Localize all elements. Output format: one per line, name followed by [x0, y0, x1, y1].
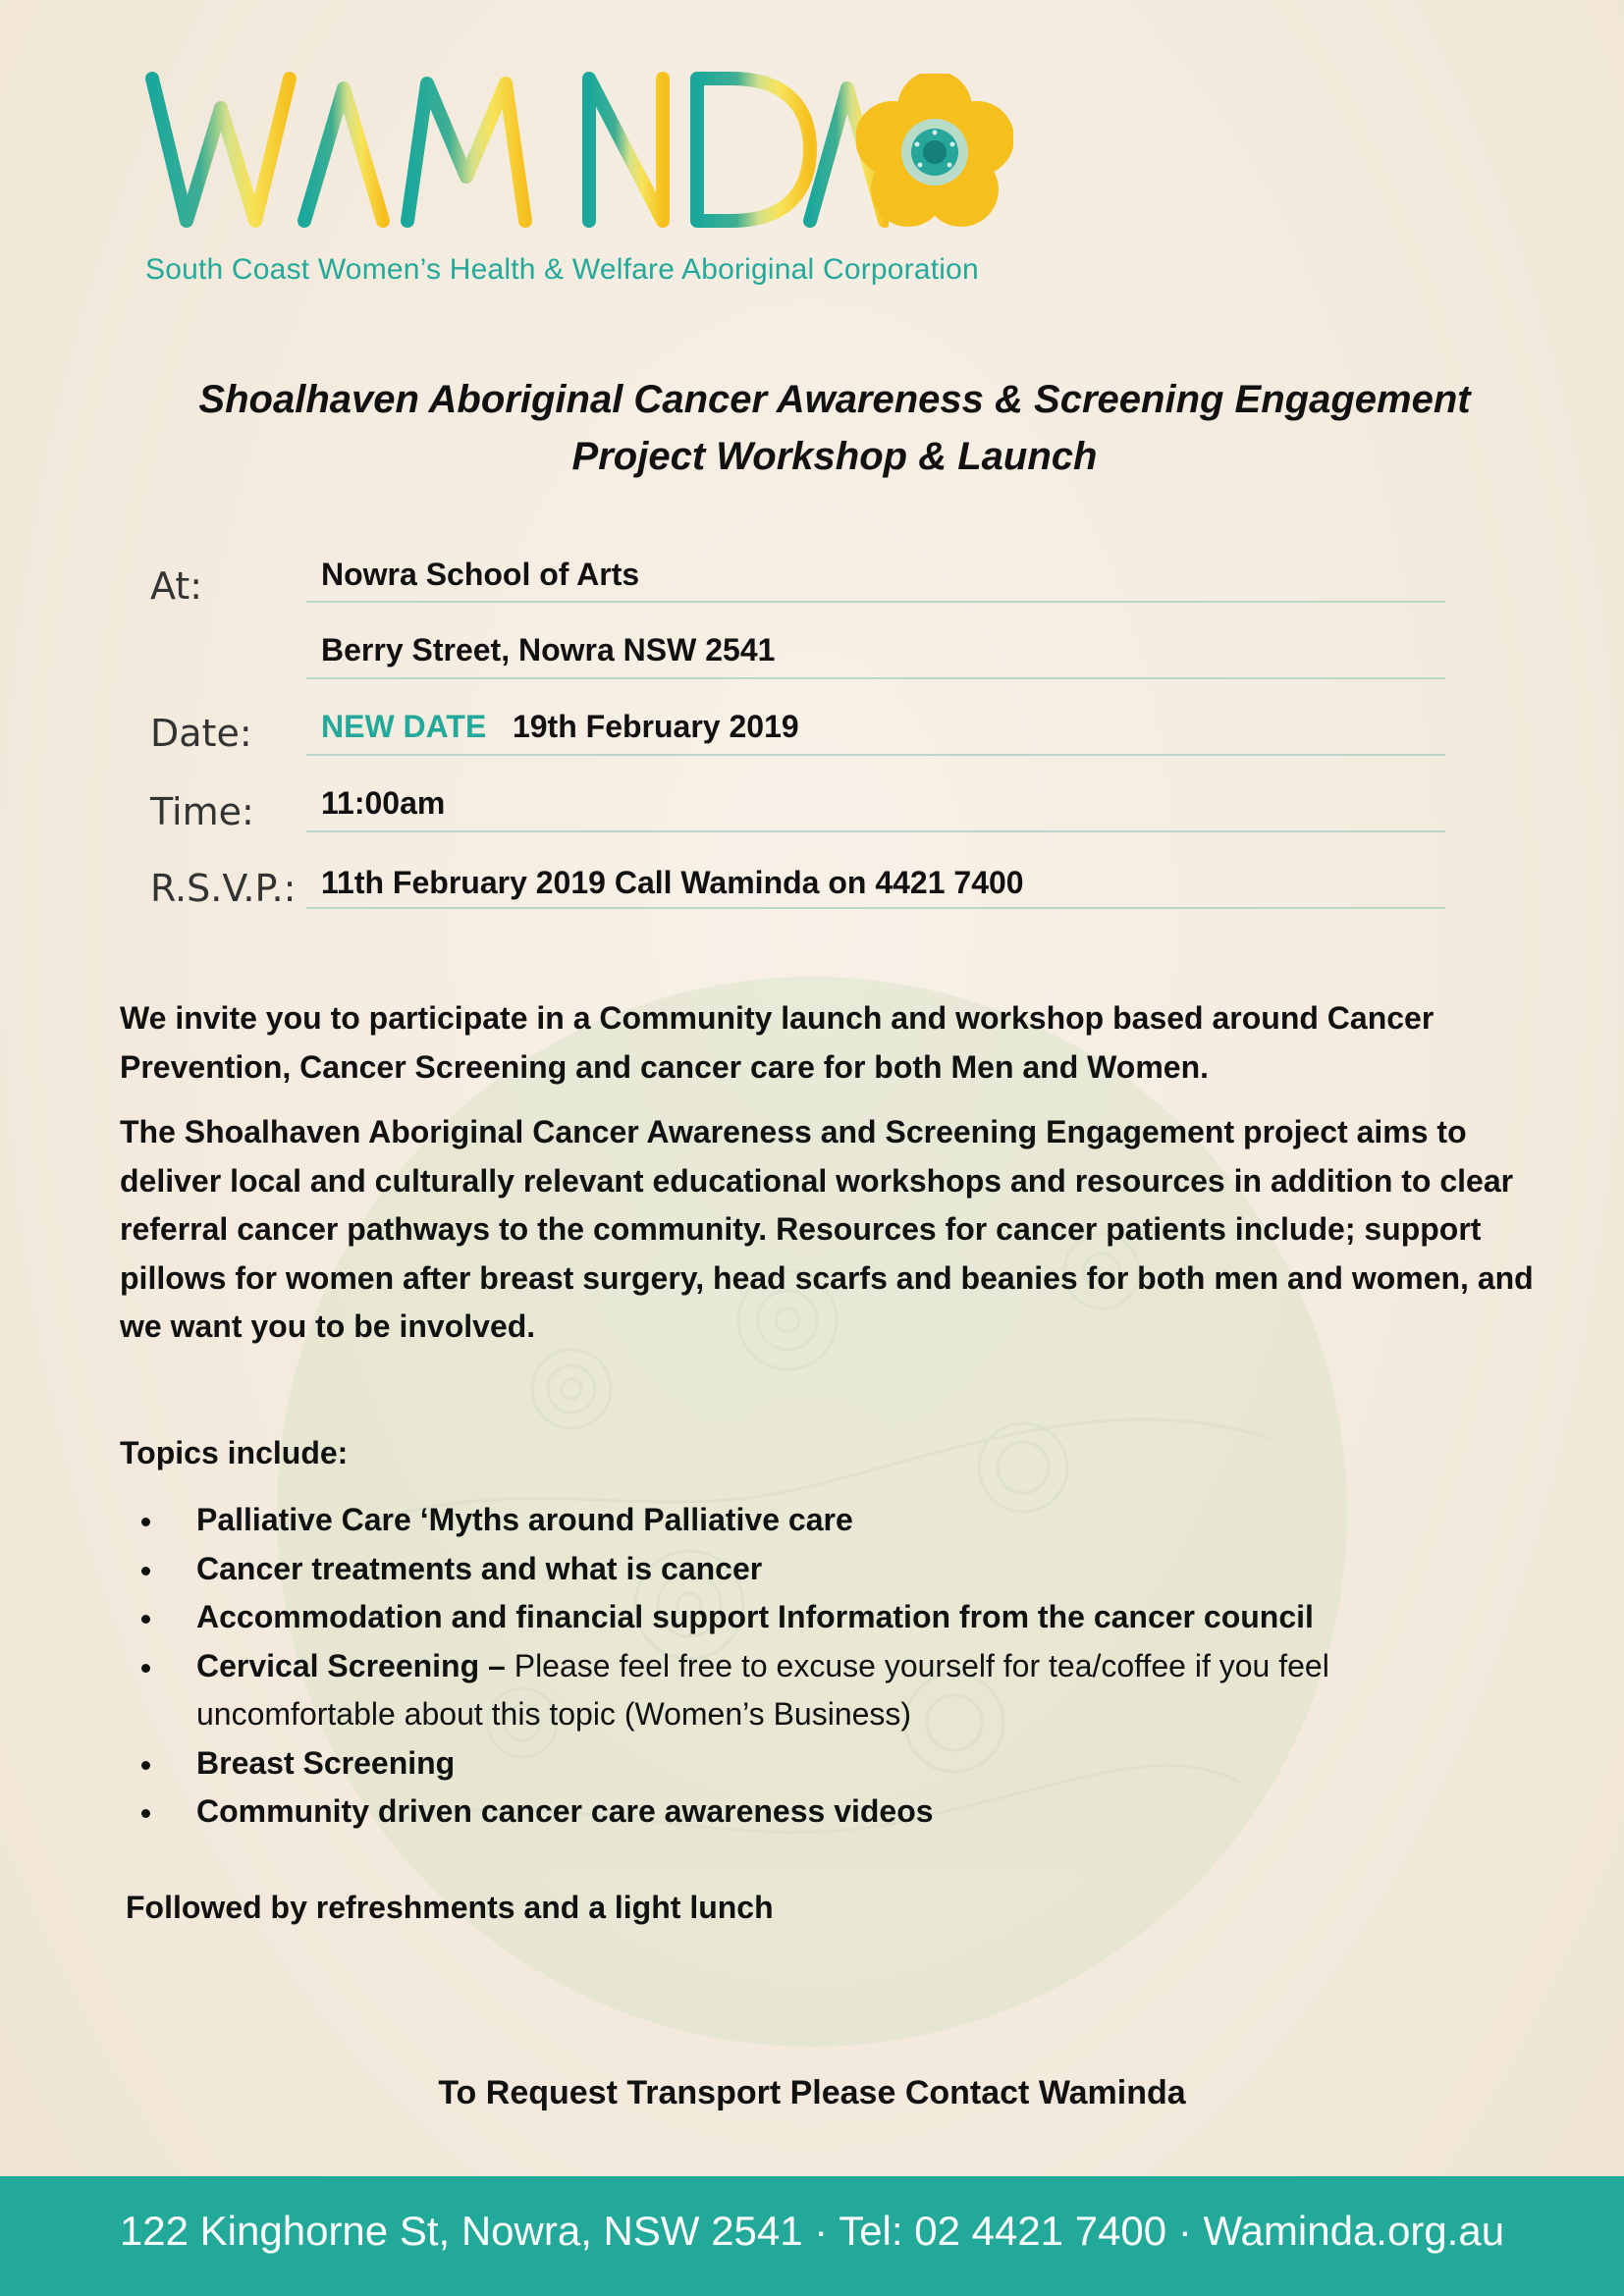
- topic-title: Community driven cancer care awareness videos: [196, 1793, 934, 1829]
- time-value: 11:00am: [321, 785, 446, 821]
- footer-contact: 122 Kinghorne St, Nowra, NSW 2541 · Tel: 02 4421 7400 · Waminda.org.au: [119, 2208, 1505, 2254]
- event-title: [118, 371, 1551, 485]
- bullet-icon: [141, 1518, 150, 1526]
- venue-address: Berry Street, Nowra NSW 2541: [321, 632, 776, 667]
- logo-tagline: South Coast Women’s Health & Welfare Aboriginal Corporation: [145, 253, 979, 286]
- topic-item: [120, 1788, 1494, 1837]
- new-date-flag: NEW DATE: [321, 709, 487, 744]
- transport-note: To Request Transport Please Contact Waminda: [438, 2074, 1186, 2111]
- topic-title: Cervical Screening –: [196, 1647, 514, 1683]
- bullet-icon: [141, 1809, 150, 1818]
- topic-title: Palliative Care ‘Myths around Palliative care: [196, 1502, 853, 1537]
- topics-list: [120, 1496, 1494, 1837]
- topic-item: [120, 1545, 1494, 1594]
- topic-title: Breast Screening: [196, 1744, 456, 1781]
- refreshments-note: Followed by refreshments and a light lunch: [126, 1890, 774, 1925]
- bullet-icon: [141, 1567, 150, 1575]
- divider: [306, 907, 1445, 909]
- venue-name: Nowra School of Arts: [321, 557, 640, 592]
- divider: [306, 830, 1445, 832]
- divider: [306, 677, 1445, 679]
- intro-paragraph: We invite you to participate in a Community launch and workshop based around Cancer Prevention, Cancer Screening and cancer care for both Men and Women.: [120, 1000, 1435, 1085]
- topic-item: [120, 1496, 1494, 1545]
- divider: [306, 601, 1445, 603]
- title-line-1: Shoalhaven Aboriginal Cancer Awareness & Screening Engagement: [198, 378, 1471, 421]
- bullet-icon: [141, 1761, 150, 1770]
- date-label: Date:: [150, 712, 252, 755]
- topics-heading: Topics include:: [120, 1435, 349, 1470]
- bullet-icon: [141, 1615, 150, 1624]
- topic-item: [120, 1739, 1494, 1789]
- flower-emblem: [856, 74, 1013, 236]
- footer-bar: [0, 2176, 1624, 2296]
- topic-note: Please feel free to excuse yourself for tea/coffee if you feel uncomfortable about this topic (Women’s Business): [196, 1647, 1329, 1732]
- topic-title: Cancer treatments and what is cancer: [196, 1550, 763, 1586]
- waminda-logo: [142, 69, 889, 240]
- title-line-2: Project Workshop & Launch: [571, 435, 1098, 478]
- topic-item: [120, 1593, 1494, 1642]
- date-value-row: [321, 709, 799, 745]
- project-description: The Shoalhaven Aboriginal Cancer Awareness and Screening Engagement project aims to deliver local and culturally relevant educational workshops and resources in addition to clear referral cancer pathways to the community. Resources for cancer patients include; support pillows for women after breast surgery, head scarfs and beanies for both men and women, and we want you to be involved.: [120, 1114, 1534, 1344]
- bullet-icon: [141, 1664, 150, 1673]
- topic-item: [120, 1642, 1494, 1739]
- rsvp-label: R.S.V.P.:: [150, 867, 297, 910]
- rsvp-value: 11th February 2019 Call Waminda on 4421 7400: [321, 865, 1024, 900]
- divider: [306, 754, 1445, 756]
- topic-title: Accommodation and financial support Information from the cancer council: [196, 1599, 1314, 1634]
- date-value: 19th February 2019: [512, 709, 799, 744]
- time-label: Time:: [150, 790, 254, 833]
- waminda-wordmark: [142, 69, 889, 236]
- at-label: At:: [150, 564, 203, 608]
